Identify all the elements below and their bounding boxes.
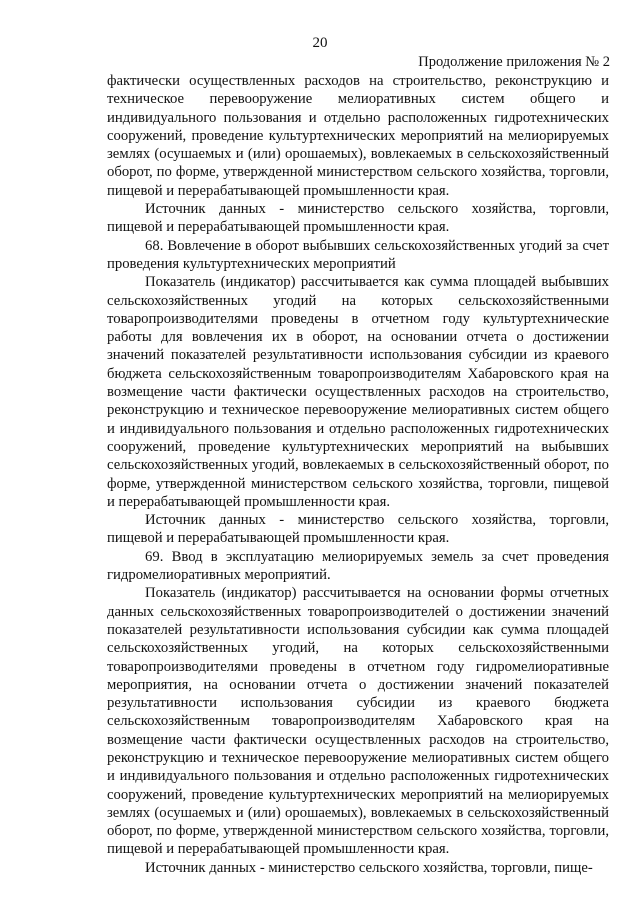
paragraph-5-source: Источник данных - министерство сельского хозяйства, торговли, пищевой и перерабатывающей промышленности края. <box>107 512 609 547</box>
appendix-continuation-label: Продолжение приложения № 2 <box>418 54 610 70</box>
paragraph-6-item-69: 69. Ввод в эксплуатацию мелиорируемых земель за счет проведения гидромелиоративных мероприятий. <box>107 548 609 584</box>
document-body <box>107 72 609 877</box>
paragraph-7-indicator: Показатель (индикатор) рассчитывается на основании формы отчетных данных сельскохозяйственных товаропроизводителей о достижении значений показателей результативности использования субсидии как сумма площадей сельскохозяйственных угодий, на которых сельскохозяйственными товаропроизводителями проведены в отчетном году гидромелиоративные мероприятия, на основании отчета о достижении значений показателей результативности использования субсидии из краевого бюджета сельскохозяйственным товаропроизводителям Хабаровского края на возмещение части фактически осуществленных расходов на строительство, реконструкцию и техническое перевооружение мелиоративных систем общего и индивидуального пользования и отдельно расположенных гидротехнических сооружений, проведение культуртехнических мероприятий на мелиорируемых землях (осушаемых и (или) орошаемых), вовлекаемых в сельскохозяйственный оборот, по форме, утвержденной министерством сельского хозяйства, торговли, пищевой и перерабатывающей промышленности края. <box>107 585 609 858</box>
page-number: 20 <box>312 35 328 51</box>
paragraph-2-source: Источник данных - министерство сельского хозяйства, торговли, пищевой и перерабатывающей промышленности края. <box>107 201 609 236</box>
paragraph-1: фактически осуществленных расходов на строительство, реконструкцию и техническое перевооружение мелиоративных систем общего и индивидуального пользования и отдельно расположенных гидротехнических сооружений, проведение культуртехнических мероприятий на мелиорируемых землях (осушаемых и (или) орошаемых), вовлекаемых в сельскохозяйственный оборот, по форме, утвержденной министерством сельского хозяйства, торговли, пищевой и перерабатывающей промышленности края. <box>107 73 609 199</box>
paragraph-8-source: Источник данных - министерство сельского хозяйства, торговли, пище- <box>145 859 593 876</box>
paragraph-3-item-68: 68. Вовлечение в оборот выбывших сельскохозяйственных угодий за счет проведения культуртехнических мероприятий <box>107 237 609 272</box>
paragraph-4-indicator: Показатель (индикатор) рассчитывается как сумма площадей выбывших сельскохозяйственных угодий на которых сельскохозяйственными товаропроизводителями проведены в отчетном году культуртехнические работы для вовлечения их в оборот, на основании отчета о достижении значений показателей результативности использования субсидии из краевого бюджета сельскохозяйственным товаропроизводителям Хабаровского края на возмещение части фактически осуществленных расходов на строительство, реконструкцию и техническое перевооружение мелиоративных систем общего и индивидуального пользования и отдельно расположенных гидротехнических сооружений, проведение культуртехнических мероприятий на выбывших сельскохозяйственных угодий, вовлекаемых в сельскохозяйственный оборот, по форме, утвержденной министерством сельского хозяйства, торговли, пищевой и перерабатывающей промышленности края. <box>107 274 609 510</box>
